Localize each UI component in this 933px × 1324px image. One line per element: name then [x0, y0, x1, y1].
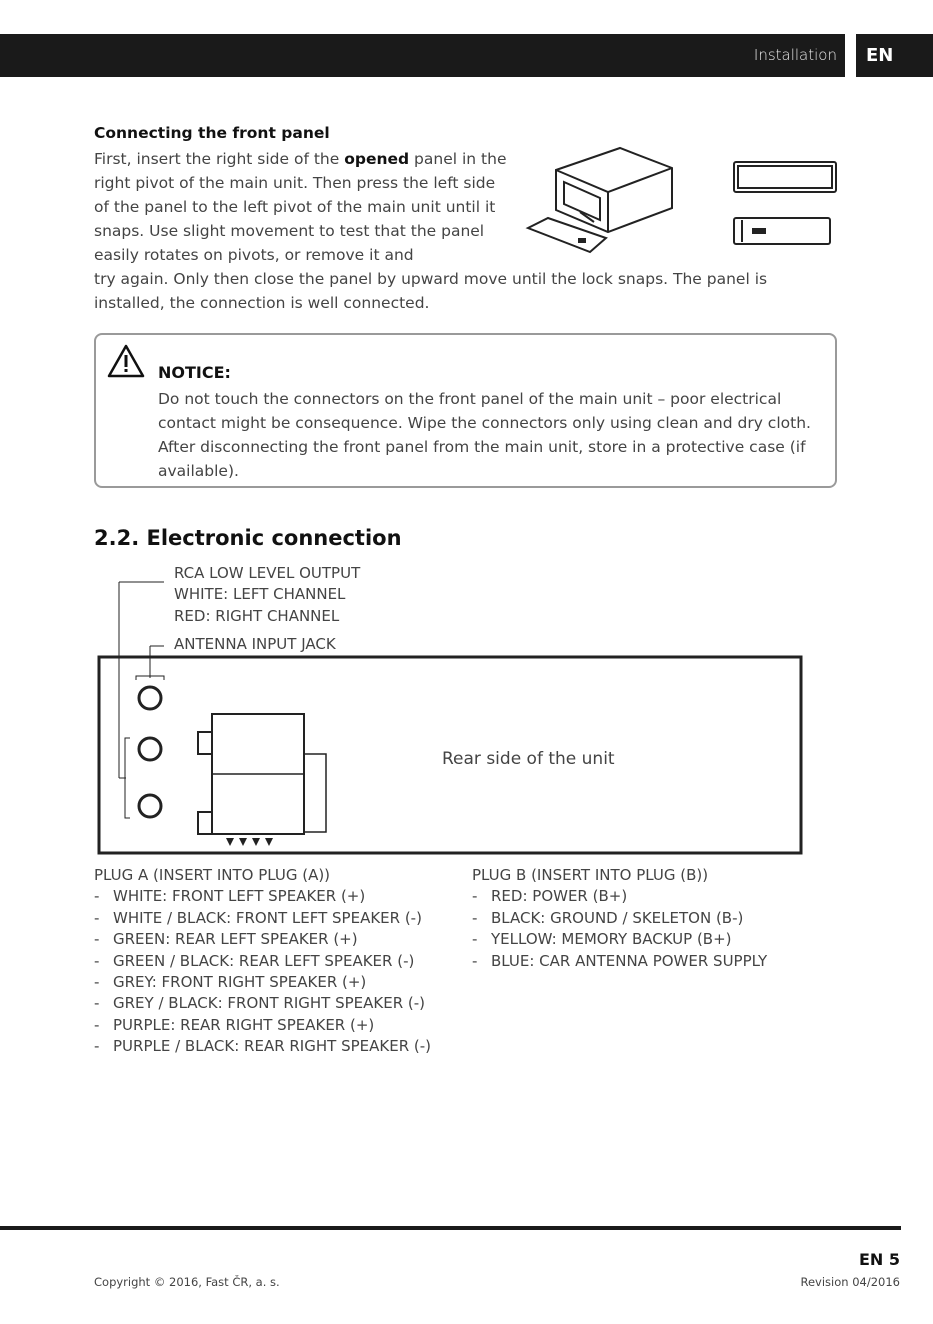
- list-item: - PURPLE: REAR RIGHT SPEAKER (+): [94, 1015, 375, 1034]
- list-item: - YELLOW: MEMORY BACKUP (B+): [472, 930, 732, 949]
- footer-rule: [0, 1226, 901, 1230]
- copyright: Copyright © 2016, Fast ČR, a. s.: [94, 1275, 280, 1289]
- warning-icon: [106, 343, 146, 379]
- rear-side-label: Rear side of the unit: [442, 749, 615, 769]
- front-panel-heading: Connecting the front panel: [94, 124, 330, 142]
- antenna-jack-label: ANTENNA INPUT JACK: [174, 635, 336, 653]
- list-item: - WHITE / BLACK: FRONT LEFT SPEAKER (-): [94, 908, 422, 927]
- red-channel-label: RED: RIGHT CHANNEL: [174, 607, 340, 625]
- front-panel-intro: [94, 147, 514, 267]
- intro-text-1: First, insert the right side of the: [94, 150, 345, 168]
- page-number: EN 5: [858, 1250, 900, 1269]
- list-item: - GREEN / BLACK: REAR LEFT SPEAKER (-): [94, 951, 415, 970]
- intro-text-2: panel in the right pivot of the main unit. Then press the left side of the panel to the left pivot of the main unit until it snaps. Use slight movement to test that the panel easily rotates on pivots, or remove it and: [94, 150, 507, 264]
- electronic-connection-heading: 2.2. Electronic connection: [94, 526, 402, 550]
- rca-output-label: RCA LOW LEVEL OUTPUT: [174, 564, 361, 582]
- white-channel-label: WHITE: LEFT CHANNEL: [174, 585, 346, 603]
- list-item: - BLACK: GROUND / SKELETON (B-): [472, 908, 744, 927]
- notice-body: Do not touch the connectors on the front panel of the main unit – poor electrical contact might be consequence. Wipe the connectors only using clean and dry cloth. After disconnecting the front panel from the main unit, store in a protective case (if available).: [158, 390, 811, 480]
- notice-box: [94, 333, 837, 488]
- rear-panel-drawing: [94, 560, 814, 860]
- notice-title: NOTICE:: [158, 363, 231, 382]
- list-item: - GREY / BLACK: FRONT RIGHT SPEAKER (-): [94, 994, 426, 1013]
- section-title: Installation: [753, 46, 837, 64]
- list-item: - BLUE: CAR ANTENNA POWER SUPPLY: [472, 951, 768, 970]
- header-bar: [0, 34, 845, 77]
- list-item: - RED: POWER (B+): [472, 887, 628, 906]
- language-badge: EN: [856, 34, 933, 77]
- front-panel-illustration: [520, 140, 840, 260]
- list-item: - GREEN: REAR LEFT SPEAKER (+): [94, 930, 358, 949]
- plug-a-list: [94, 865, 431, 1058]
- intro-bold: opened: [344, 150, 410, 168]
- list-item: - GREY: FRONT RIGHT SPEAKER (+): [94, 973, 367, 992]
- rear-connection-diagram: [94, 560, 814, 860]
- list-item: - PURPLE / BLACK: REAR RIGHT SPEAKER (-): [94, 1037, 431, 1056]
- plug-b-list: [472, 865, 767, 972]
- plug-a-header: PLUG A (INSERT INTO PLUG (A)): [94, 866, 331, 884]
- revision: Revision 04/2016: [800, 1275, 900, 1289]
- front-panel-intro-continued: try again. Only then close the panel by upward move until the lock snaps. The panel is installed, the connection is well connected.: [94, 270, 768, 312]
- list-item: - WHITE: FRONT LEFT SPEAKER (+): [94, 887, 366, 906]
- plug-b-header: PLUG B (INSERT INTO PLUG (B)): [472, 866, 709, 884]
